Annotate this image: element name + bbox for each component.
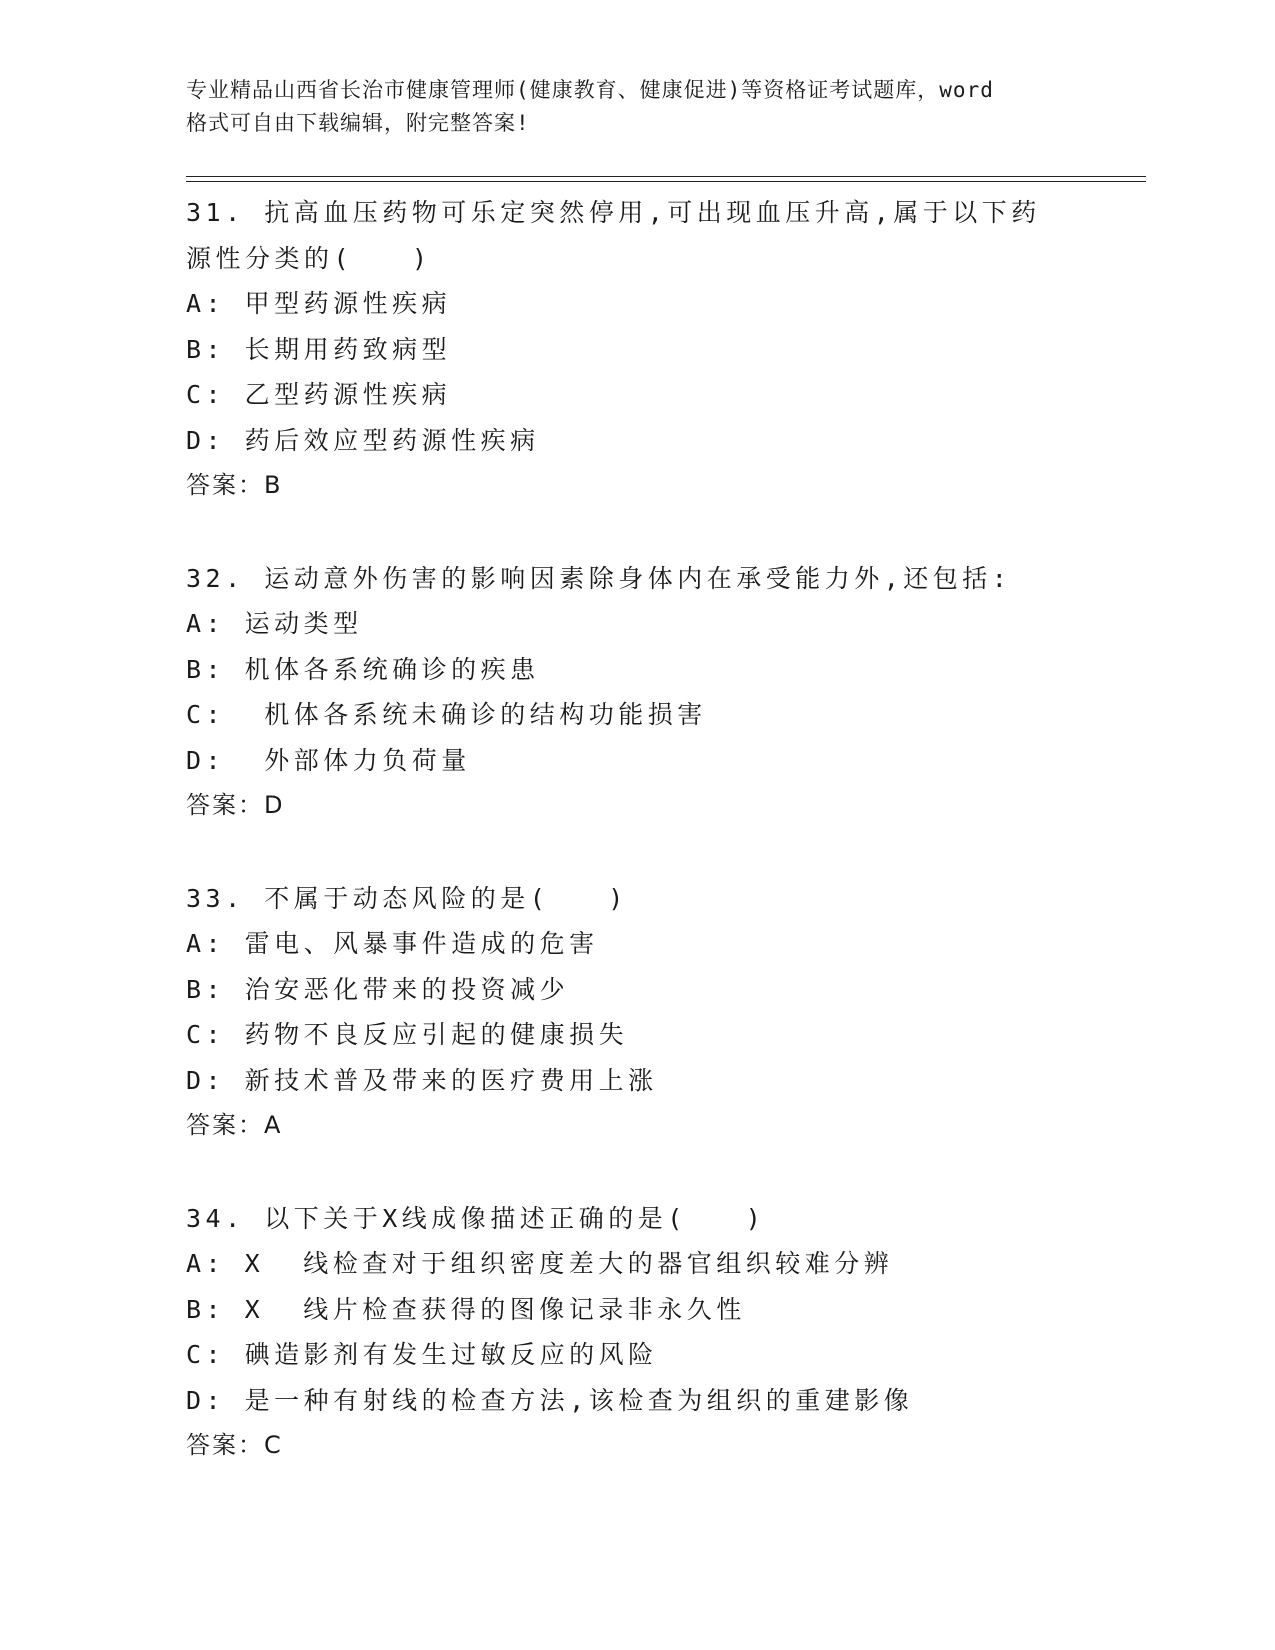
option-d: D: 新技术普及带来的医疗费用上涨	[186, 1065, 658, 1095]
option-c: C: 乙型药源性疾病	[186, 380, 452, 409]
header-line-2: 格式可自由下载编辑，附完整答案!	[186, 111, 530, 135]
option-a: A: 运动类型	[186, 609, 363, 638]
question-34	[186, 1196, 1146, 1469]
option-b: B: 治安恶化带来的投资减少	[186, 974, 570, 1004]
question-stem: 32. 运动意外伤害的影响因素除身体内在承受能力外,还包括:	[186, 563, 1012, 593]
question-33	[186, 876, 1146, 1149]
answer-line: 答案：B	[186, 471, 283, 499]
header-line-1: 专业精品山西省长治市健康管理师(健康教育、健康促进)等资格证考试题库，word	[186, 78, 994, 102]
option-b: B: X 线片检查获得的图像记录非永久性	[186, 1294, 746, 1324]
header-divider-top	[186, 176, 1146, 177]
question-32	[186, 556, 1146, 829]
answer-line: 答案：C	[186, 1431, 283, 1459]
option-c: C: 碘造影剂有发生过敏反应的风险	[186, 1340, 658, 1369]
question-31	[186, 190, 1146, 509]
option-a: A: X 线检查对于组织密度差大的器官组织较难分辨	[186, 1249, 894, 1278]
question-stem: 31. 抗高血压药物可乐定突然停用,可出现血压升高,属于以下药源性分类的( )	[186, 198, 1041, 273]
question-stem: 34. 以下关于X线成像描述正确的是( )	[186, 1203, 766, 1233]
option-c: C: 药物不良反应引起的健康损失	[186, 1020, 629, 1049]
header-divider-bottom	[186, 181, 1146, 182]
option-b: B: 机体各系统确诊的疾患	[186, 654, 540, 684]
option-d: D: 外部体力负荷量	[186, 745, 471, 775]
option-c: C: 机体各系统未确诊的结构功能损害	[186, 700, 707, 729]
document-header	[186, 74, 1086, 140]
option-a: A: 雷电、风暴事件造成的危害	[186, 929, 599, 958]
option-d: D: 是一种有射线的检查方法,该检查为组织的重建影像	[186, 1385, 914, 1415]
question-stem: 33. 不属于动态风险的是( )	[186, 883, 628, 913]
answer-line: 答案：D	[186, 791, 285, 819]
question-list	[186, 190, 1146, 1469]
option-a: A: 甲型药源性疾病	[186, 289, 452, 318]
answer-line: 答案：A	[186, 1111, 283, 1139]
option-d: D: 药后效应型药源性疾病	[186, 425, 540, 455]
option-b: B: 长期用药致病型	[186, 334, 452, 364]
